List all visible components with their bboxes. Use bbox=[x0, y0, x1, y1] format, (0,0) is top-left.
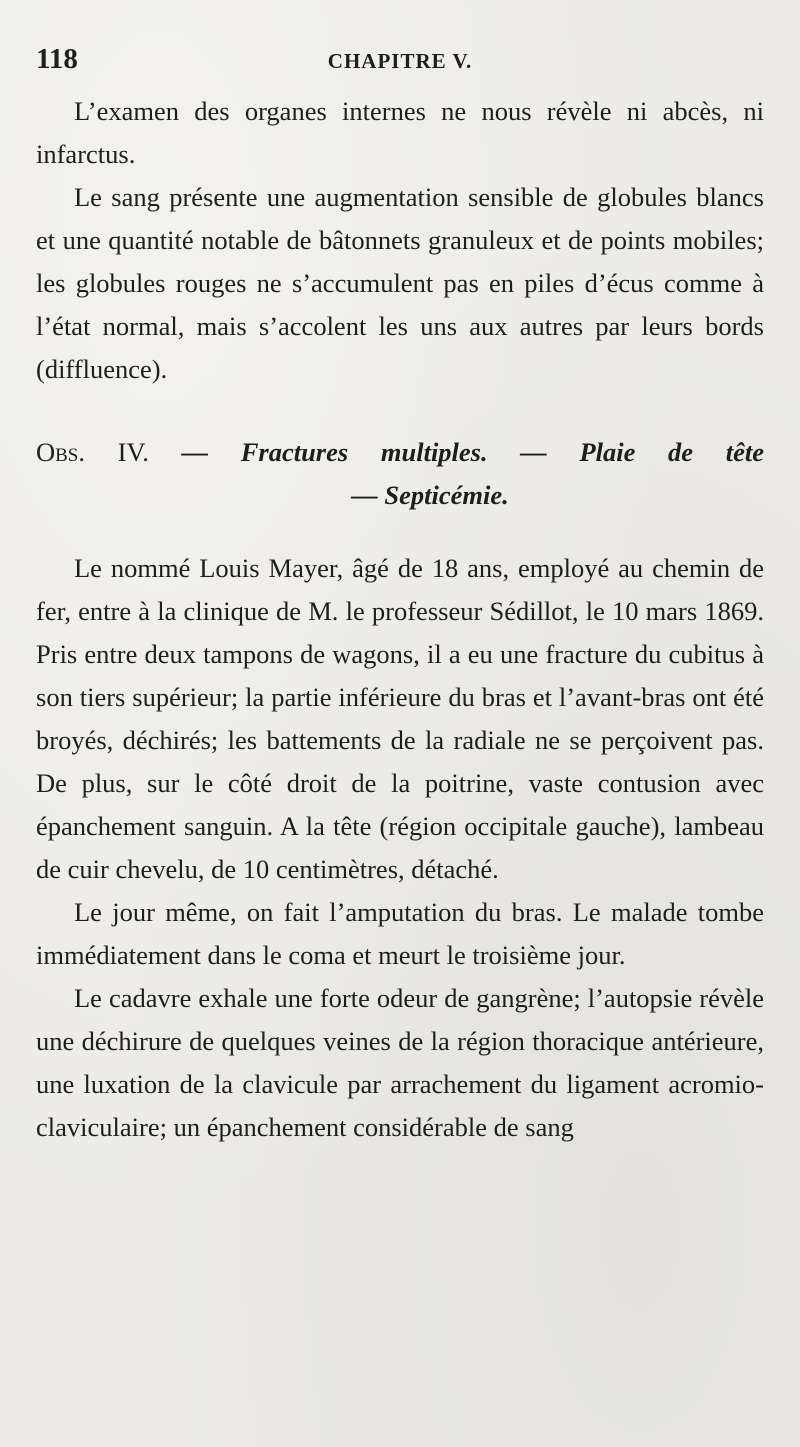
paragraph-autopsy: Le cadavre exhale une forte odeur de gangrène; l’autopsie révèle une déchirure de quelques veines de la région thoracique antérieure, une luxation de la clavicule par arrachement du ligament acromio-claviculaire; un épanchement considérable de sang bbox=[36, 983, 764, 1142]
page-number: 118 bbox=[36, 43, 78, 75]
observation-title-part2: — Septicémie. bbox=[351, 480, 509, 510]
observation-title-part1: — Fractures multiples. — Plaie de tête bbox=[181, 437, 764, 467]
observation-heading-line1 bbox=[36, 431, 764, 474]
observation-heading bbox=[36, 431, 764, 517]
observation-label: Obs. IV. bbox=[36, 437, 149, 467]
paragraph-internal-organs: L’examen des organes internes ne nous révèle ni abcès, ni infarctus. bbox=[36, 96, 764, 169]
paragraph-amputation: Le jour même, on fait l’amputation du bras. Le malade tombe immédiatement dans le coma et meurt le troisième jour. bbox=[36, 897, 764, 970]
paragraph-case-history: Le nommé Louis Mayer, âgé de 18 ans, employé au chemin de fer, entre à la clinique de M. le professeur Sédillot, le 10 mars 1869. Pris entre deux tampons de wagons, il a eu une fracture du cubitus à son tiers supérieur; la partie inférieure du bras et l’avant-bras ont été broyés, déchirés; les battements de la radiale ne se perçoivent pas. De plus, sur le côté droit de la poitrine, vaste contusion avec épanchement sanguin. A la tête (région occipitale gauche), lambeau de cuir chevelu, de 10 centimètres, détaché. bbox=[36, 553, 764, 884]
paragraph-blood-findings: Le sang présente une augmentation sensible de globules blancs et une quantité notable de bâtonnets granuleux et de points mobiles; les globules rouges ne s’accumulent pas en piles d’écus comme à l’état normal, mais s’accolent les uns aux autres par leurs bords (diffluence). bbox=[36, 182, 764, 384]
book-page bbox=[36, 34, 764, 1149]
chapter-title: CHAPITRE V. bbox=[327, 49, 473, 73]
running-head bbox=[36, 34, 764, 84]
